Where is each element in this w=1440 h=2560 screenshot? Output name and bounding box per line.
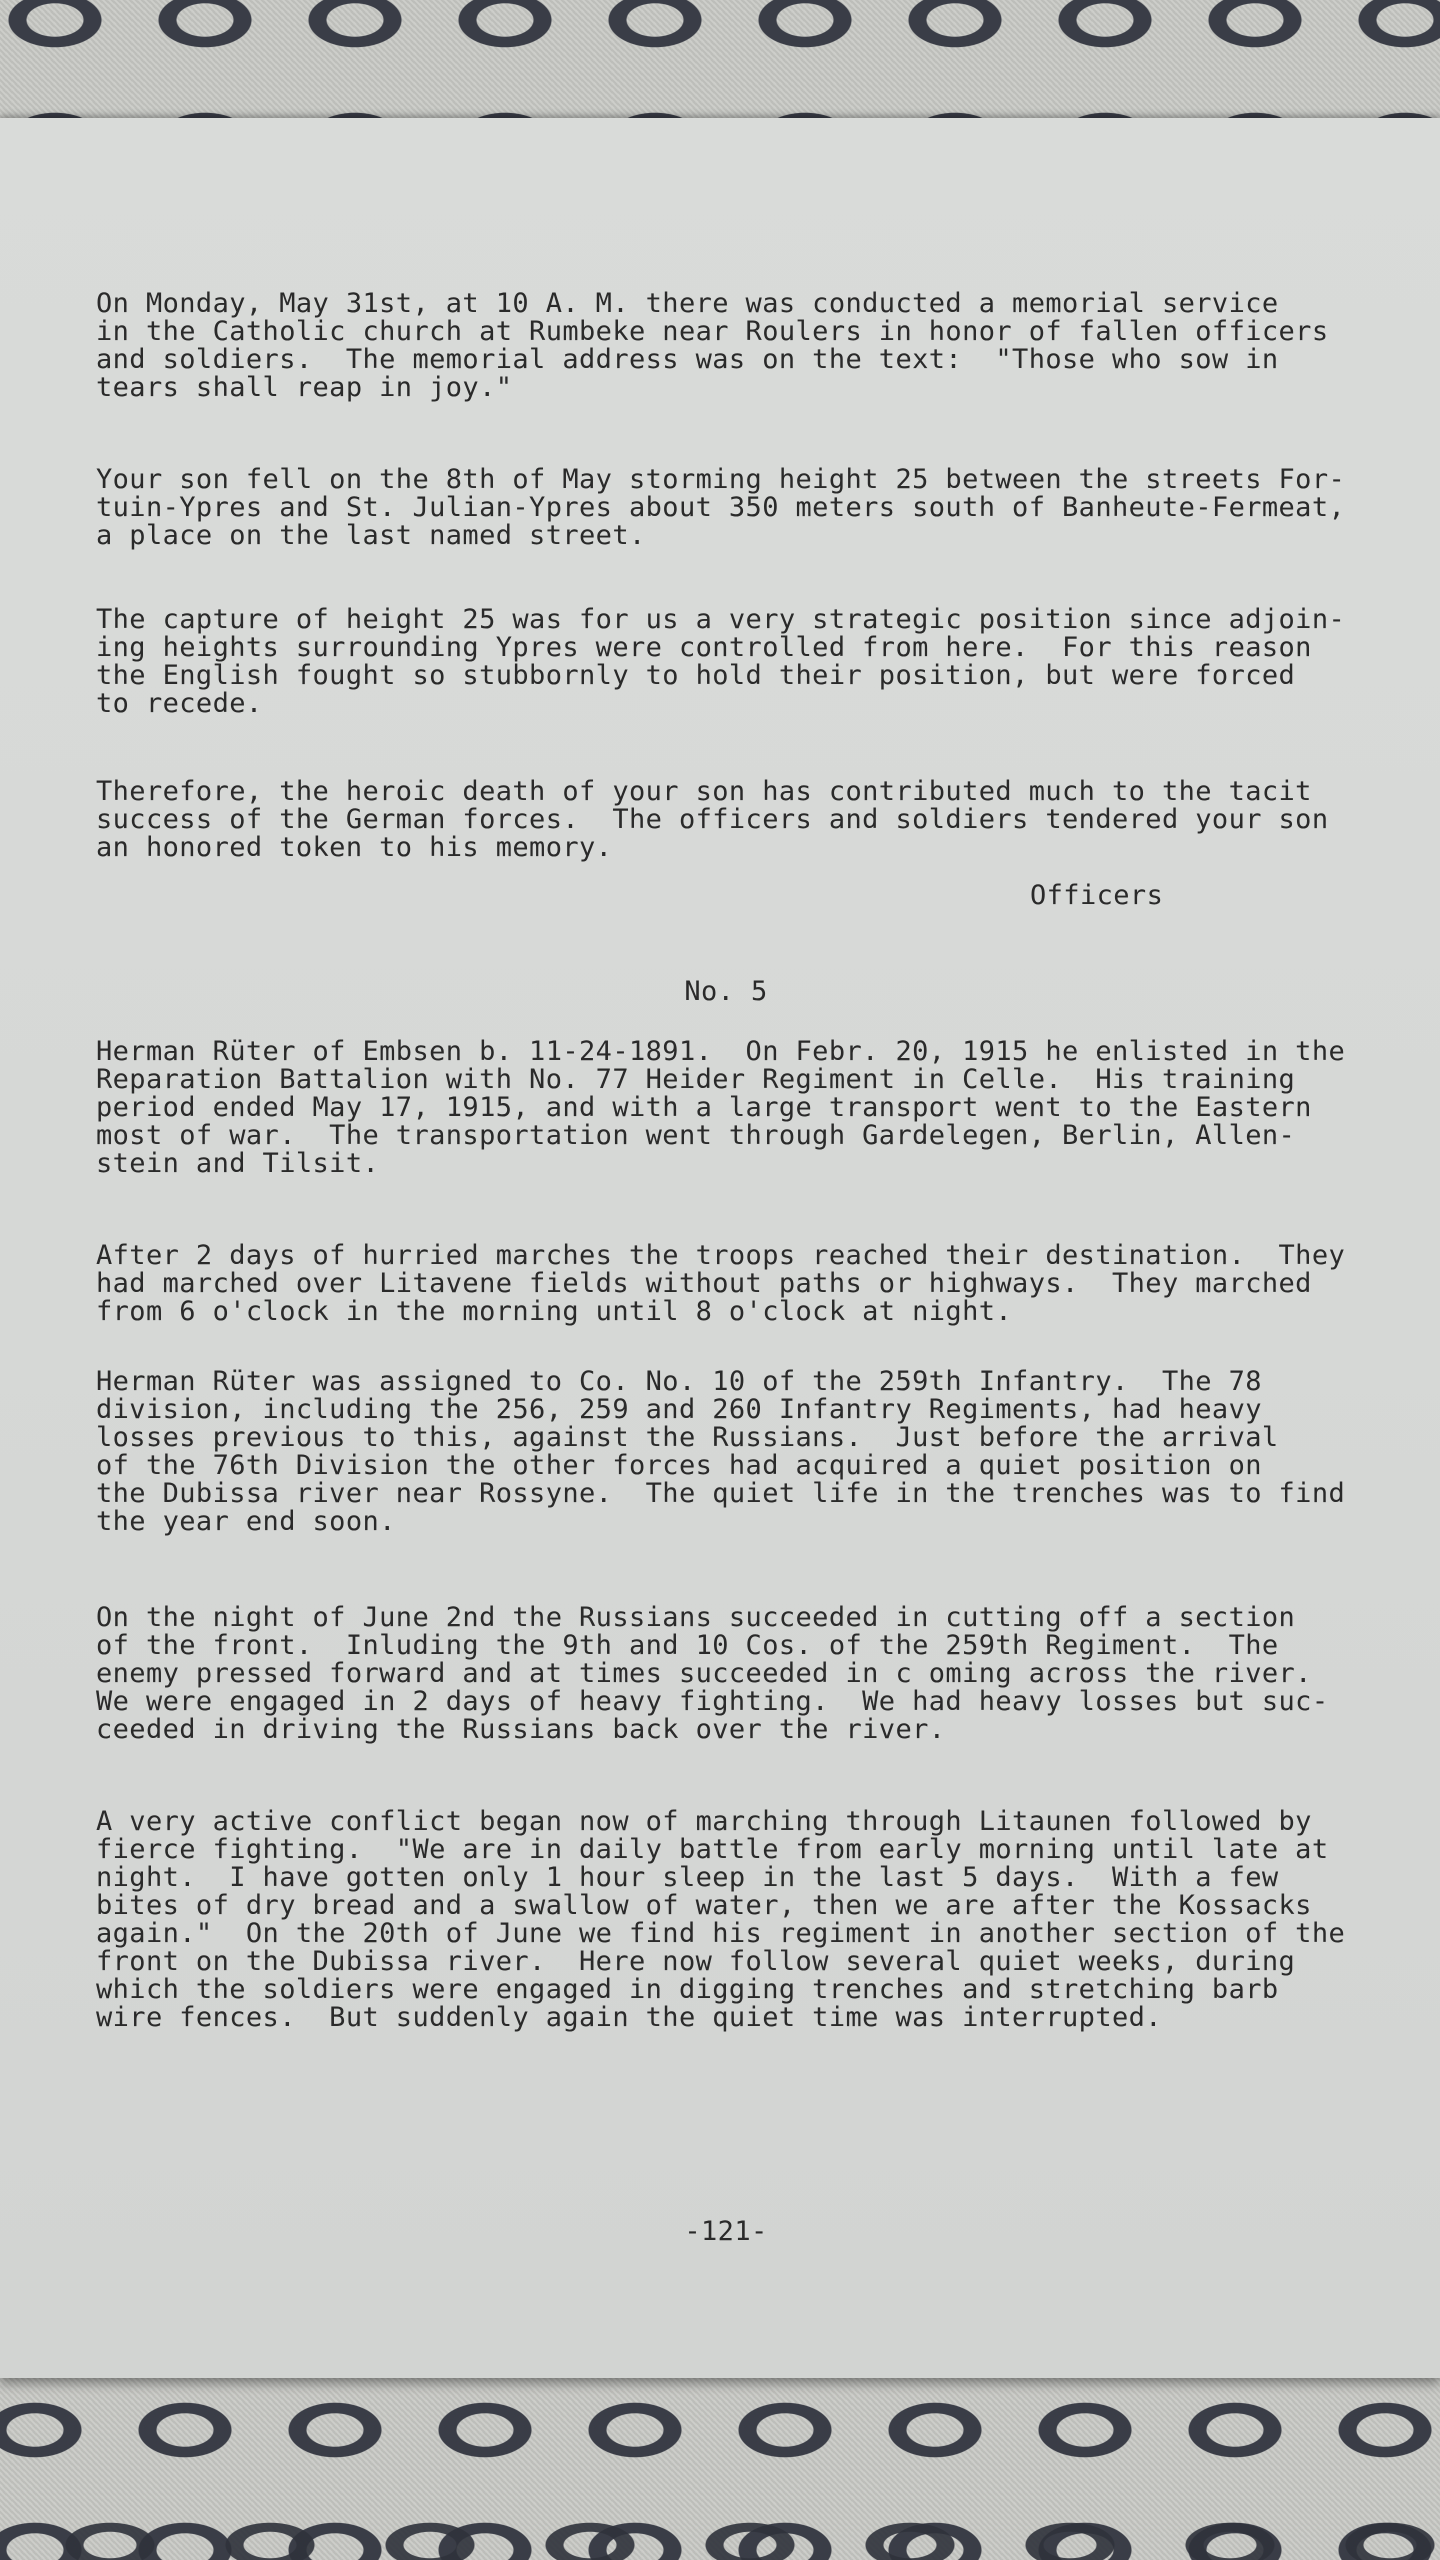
paragraph-herman-ruter-bio: Herman Rüter of Embsen b. 11-24-1891. On Febr. 20, 1915 he enlisted in the Reparation Battalion with No. 77 Heider Regiment in Celle. His training period ended May 17, 1915, and with a large transport went to the Eastern most of war. The transportation went through Gardelegen, Berlin, Allen- stein and Tilsit. [96, 1036, 1346, 1179]
section-heading: No. 5 [684, 976, 768, 1007]
paragraph-hurried-marches: After 2 days of hurried marches the troops reached their destination. They had marched over Litavene fields without paths or highways. They marched from 6 o'clock in the morning until 8 o'clock at night. [96, 1240, 1346, 1327]
paragraph-assignment: Herman Rüter was assigned to Co. No. 10 of the 259th Infantry. The 78 division, including the 256, 259 and 260 Infantry Regiments, had heavy losses previous to this, against the Russians. Just before the arrival of the 76th Division the other forces had acquired a quiet position on the Dubissa river near Rossyne. The quiet life in the trenches was to find the year end soon. [96, 1366, 1346, 1537]
paragraph-memorial-service: On Monday, May 31st, at 10 A. M. there was conducted a memorial service in the Catholic church at Rumbeke near Roulers in honor of fallen officers and soldiers. The memorial address was on the text: "Those who sow in tears shall reap in joy." [96, 288, 1329, 403]
paragraph-height-25: The capture of height 25 was for us a very strategic position since adjoin- ing heights surrounding Ypres were controlled from here. For this reason the English fought so stubbornly to hold their position, but were forced to recede. [96, 604, 1346, 719]
fabric-background-bottom [0, 2360, 1440, 2560]
page-number: -121- [684, 2216, 768, 2247]
paragraph-son-fell: Your son fell on the 8th of May storming height 25 between the streets For- tuin-Ypres and St. Julian-Ypres about 350 meters south of Banheute-Fermeat, a place on the last named street. [96, 464, 1346, 551]
fabric-background-top [0, 0, 1440, 130]
paragraph-heroic-death: Therefore, the heroic death of your son has contributed much to the tacit success of the German forces. The officers and soldiers tendered your son an honored token to his memory. [96, 776, 1329, 863]
signature-officers: Officers [1030, 880, 1164, 911]
document-page [0, 118, 1440, 2378]
paragraph-active-conflict: A very active conflict began now of marching through Litaunen followed by fierce fighting. "We are in daily battle from early morning until late at night. I have gotten only 1 hour sleep in the last 5 days. With a few bites of dry bread and a swallow of water, then we are after the Kossacks again." On the 20th of June we find his regiment in another section of the front on the Dubissa river. Here now follow several quiet weeks, during which the soldiers were engaged in digging trenches and stretching barb wire fences. But suddenly again the quiet time was interrupted. [96, 1806, 1346, 2033]
paragraph-june-2nd: On the night of June 2nd the Russians succeeded in cutting off a section of the front. Inluding the 9th and 10 Cos. of the 259th Regiment. The enemy pressed forward and at times succeeded in c oming across the river. We were engaged in 2 days of heavy fighting. We had heavy losses but suc- ceeded in driving the Russians back over the river. [96, 1602, 1329, 1745]
